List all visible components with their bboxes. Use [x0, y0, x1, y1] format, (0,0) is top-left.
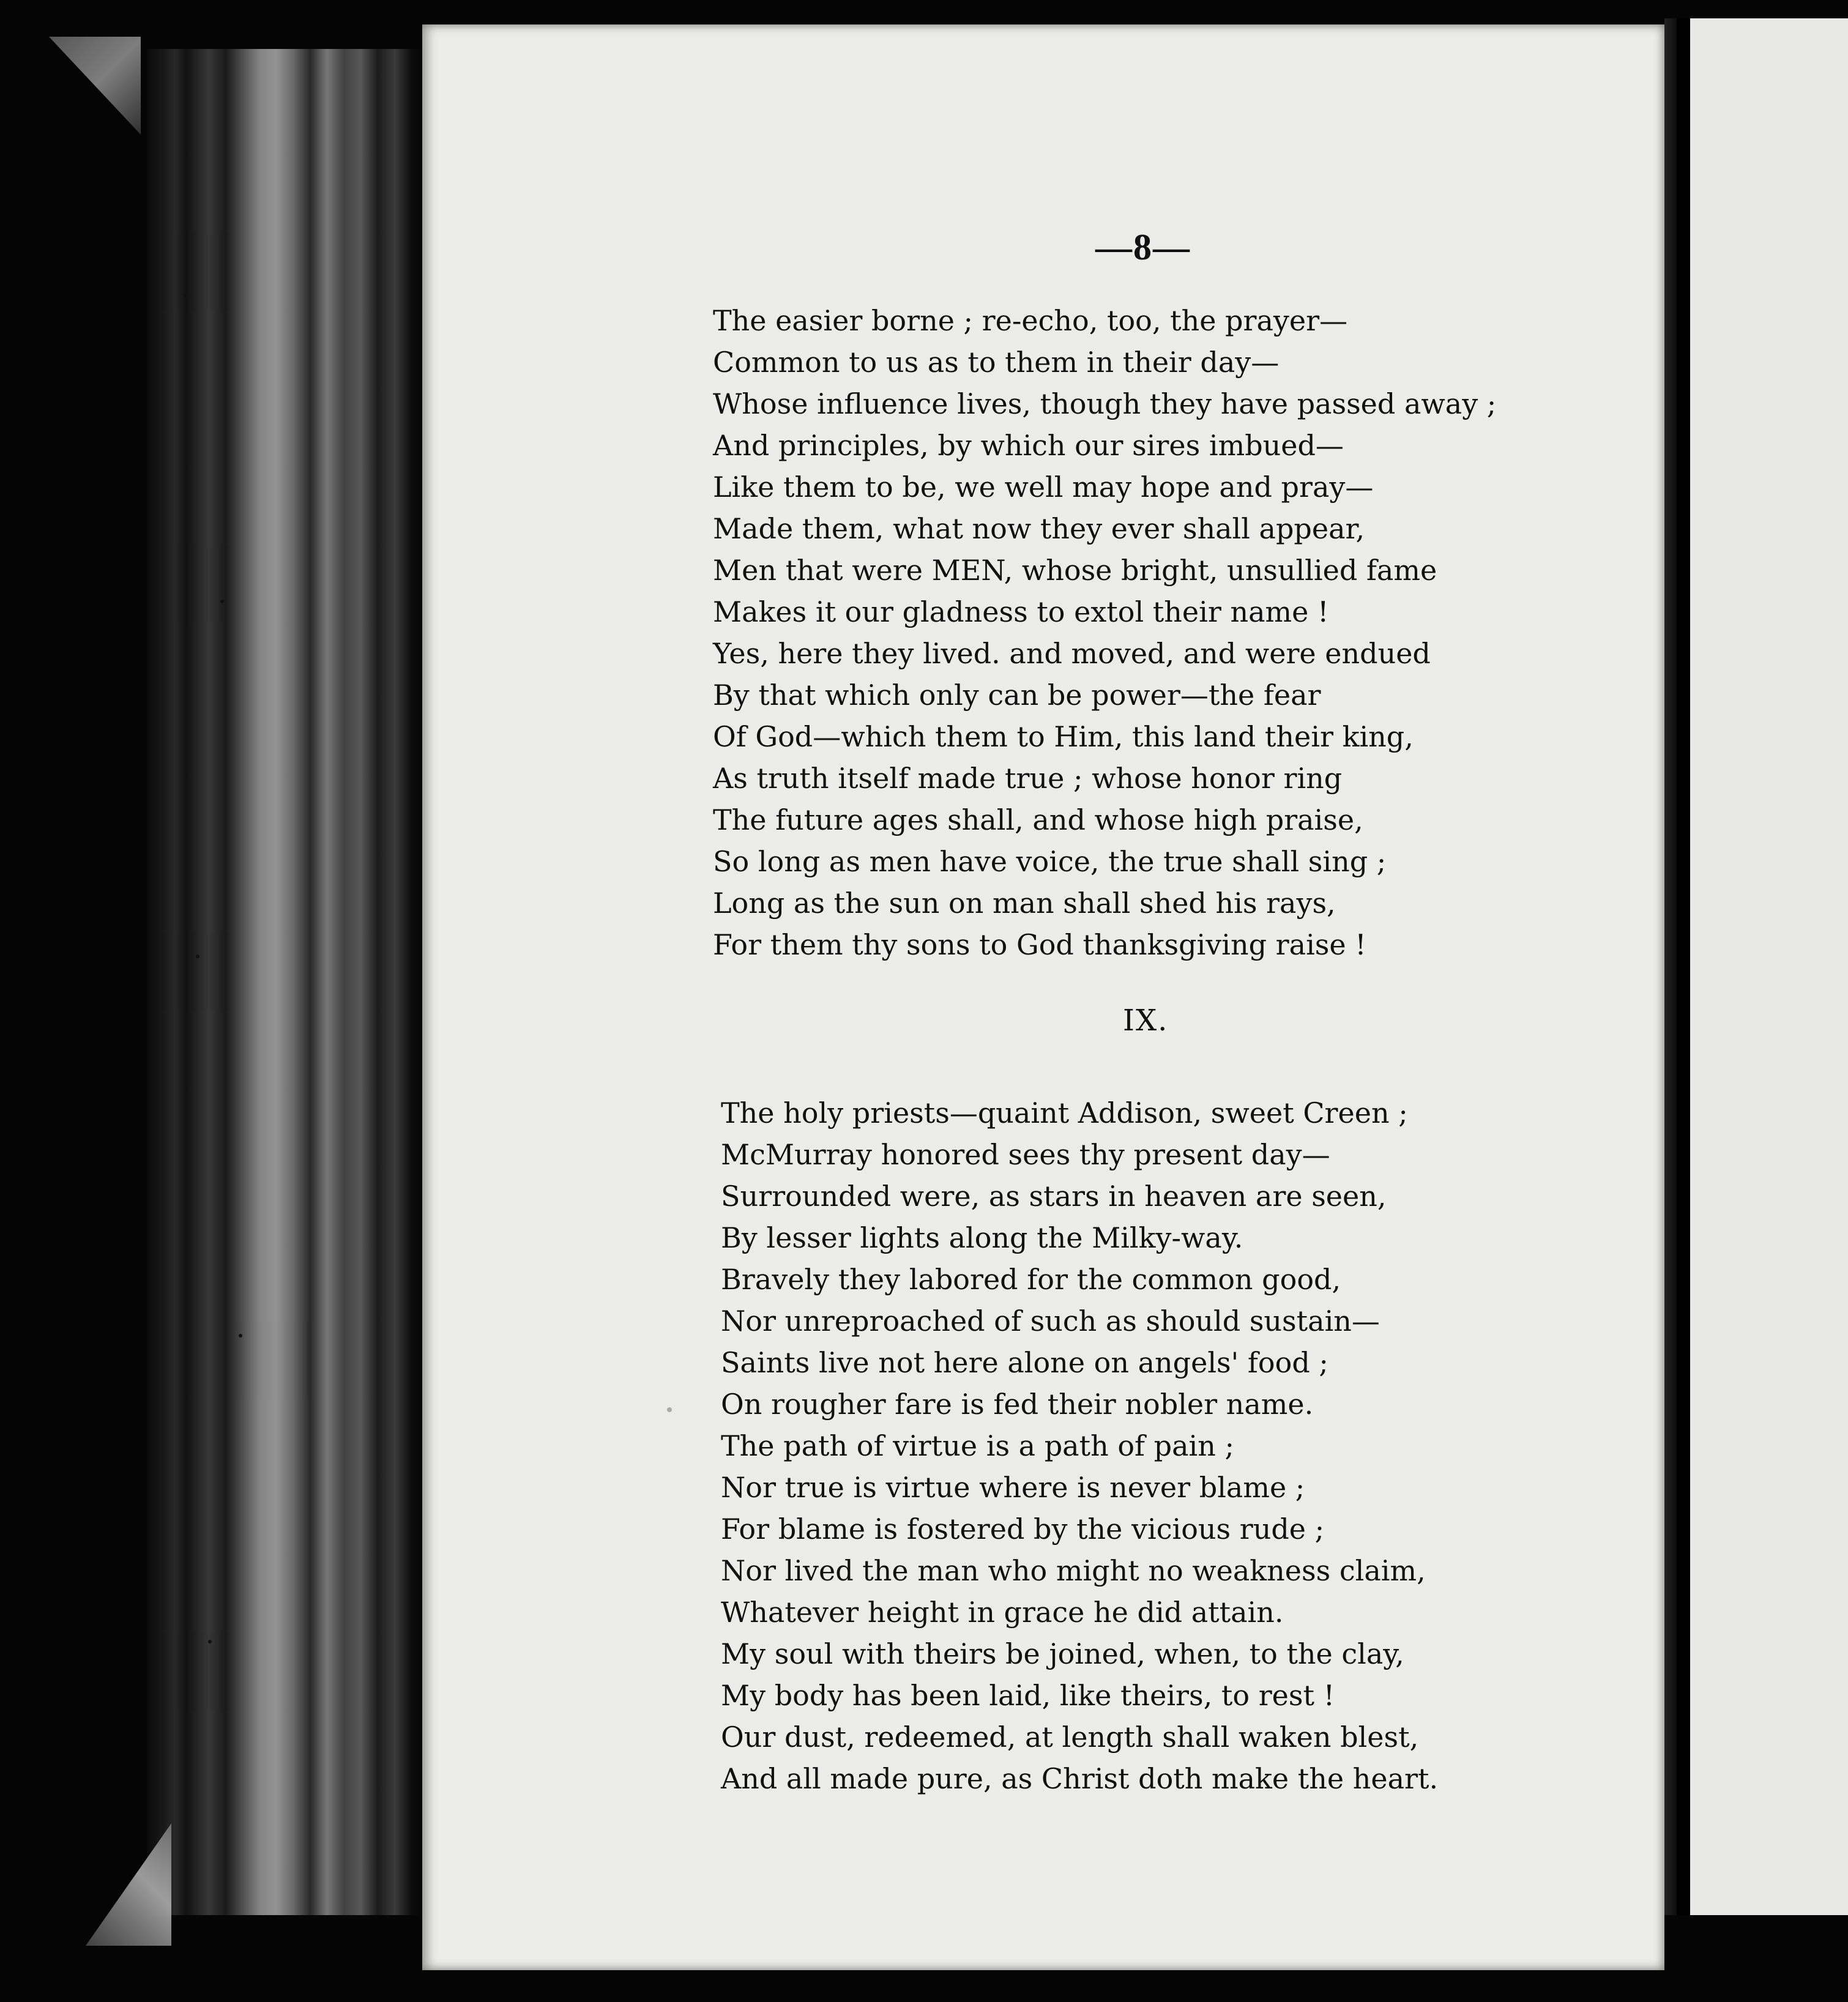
verse-line: Saints live not here alone on angels' food ;	[721, 1346, 1328, 1379]
stanza-ix	[721, 1092, 1438, 1799]
verse-line: Our dust, redeemed, at length shall waken blest,	[721, 1721, 1419, 1754]
verse-line: Yes, here they lived. and moved, and were endued	[713, 637, 1431, 670]
verse-line: Long as the sun on man shall shed his rays,	[713, 887, 1336, 920]
verse-line: Nor true is virtue where is never blame ;	[721, 1471, 1305, 1504]
verse-line: By that which only can be power—the fear	[713, 679, 1321, 712]
verse-line: Nor unreproached of such as should sustain—	[721, 1304, 1380, 1338]
section-heading: IX.	[1123, 1003, 1169, 1038]
paper-speck	[667, 1407, 672, 1412]
verse-line: For them thy sons to God thanksgiving raise !	[713, 928, 1366, 961]
verse-line: And principles, by which our sires imbued—	[713, 429, 1344, 462]
book-corner-top	[49, 37, 141, 135]
verse-line: As truth itself made true ; whose honor ring	[713, 762, 1343, 795]
verse-line: My soul with theirs be joined, when, to the clay,	[721, 1637, 1404, 1670]
verse-line: Makes it our gladness to extol their name !	[713, 595, 1329, 628]
verse-line: For blame is fostered by the vicious rude ;	[721, 1513, 1325, 1546]
verse-line: Made them, what now they ever shall appear,	[713, 512, 1365, 545]
verse-line: My body has been laid, like theirs, to rest !	[721, 1679, 1335, 1712]
verse-line: Like them to be, we well may hope and pray—	[713, 471, 1374, 504]
verse-line: Nor lived the man who might no weakness claim,	[721, 1554, 1426, 1587]
facing-page-edge	[1677, 18, 1848, 1915]
speck	[184, 294, 187, 297]
verse-line: McMurray honored sees thy present day—	[721, 1138, 1330, 1171]
speck	[196, 954, 199, 958]
verse-line: Whatever height in grace he did attain.	[721, 1596, 1284, 1629]
verse-line: Men that were MEN, whose bright, unsullied fame	[713, 554, 1437, 587]
verse-line: Surrounded were, as stars in heaven are seen,	[721, 1180, 1387, 1213]
verse-line: The path of virtue is a path of pain ;	[721, 1429, 1235, 1462]
verse-line: Bravely they labored for the common good,	[721, 1263, 1341, 1296]
verse-line: The future ages shall, and whose high praise,	[713, 803, 1363, 836]
verse-line: Of God—which them to Him, this land their king,	[713, 720, 1414, 753]
verse-line: By lesser lights along the Milky-way.	[721, 1221, 1243, 1254]
book-corner-bottom	[86, 1823, 171, 1946]
verse-line: Common to us as to them in their day—	[713, 346, 1280, 379]
speck	[220, 600, 224, 603]
speck	[208, 1640, 212, 1643]
speck	[239, 1334, 242, 1338]
verse-line: So long as men have voice, the true shall sing ;	[713, 845, 1387, 878]
verse-line: And all made pure, as Christ doth make the heart.	[721, 1762, 1439, 1795]
stanza-viii	[713, 300, 1496, 966]
verse-line: The easier borne ; re-echo, too, the prayer—	[713, 304, 1348, 337]
verse-line: The holy priests—quaint Addison, sweet Creen ;	[721, 1096, 1408, 1129]
verse-line: Whose influence lives, though they have passed away ;	[713, 387, 1497, 420]
page-edge-stack	[147, 49, 428, 1915]
page-number: —8—	[1095, 227, 1191, 267]
verse-line: On rougher fare is fed their nobler name.	[721, 1388, 1314, 1421]
